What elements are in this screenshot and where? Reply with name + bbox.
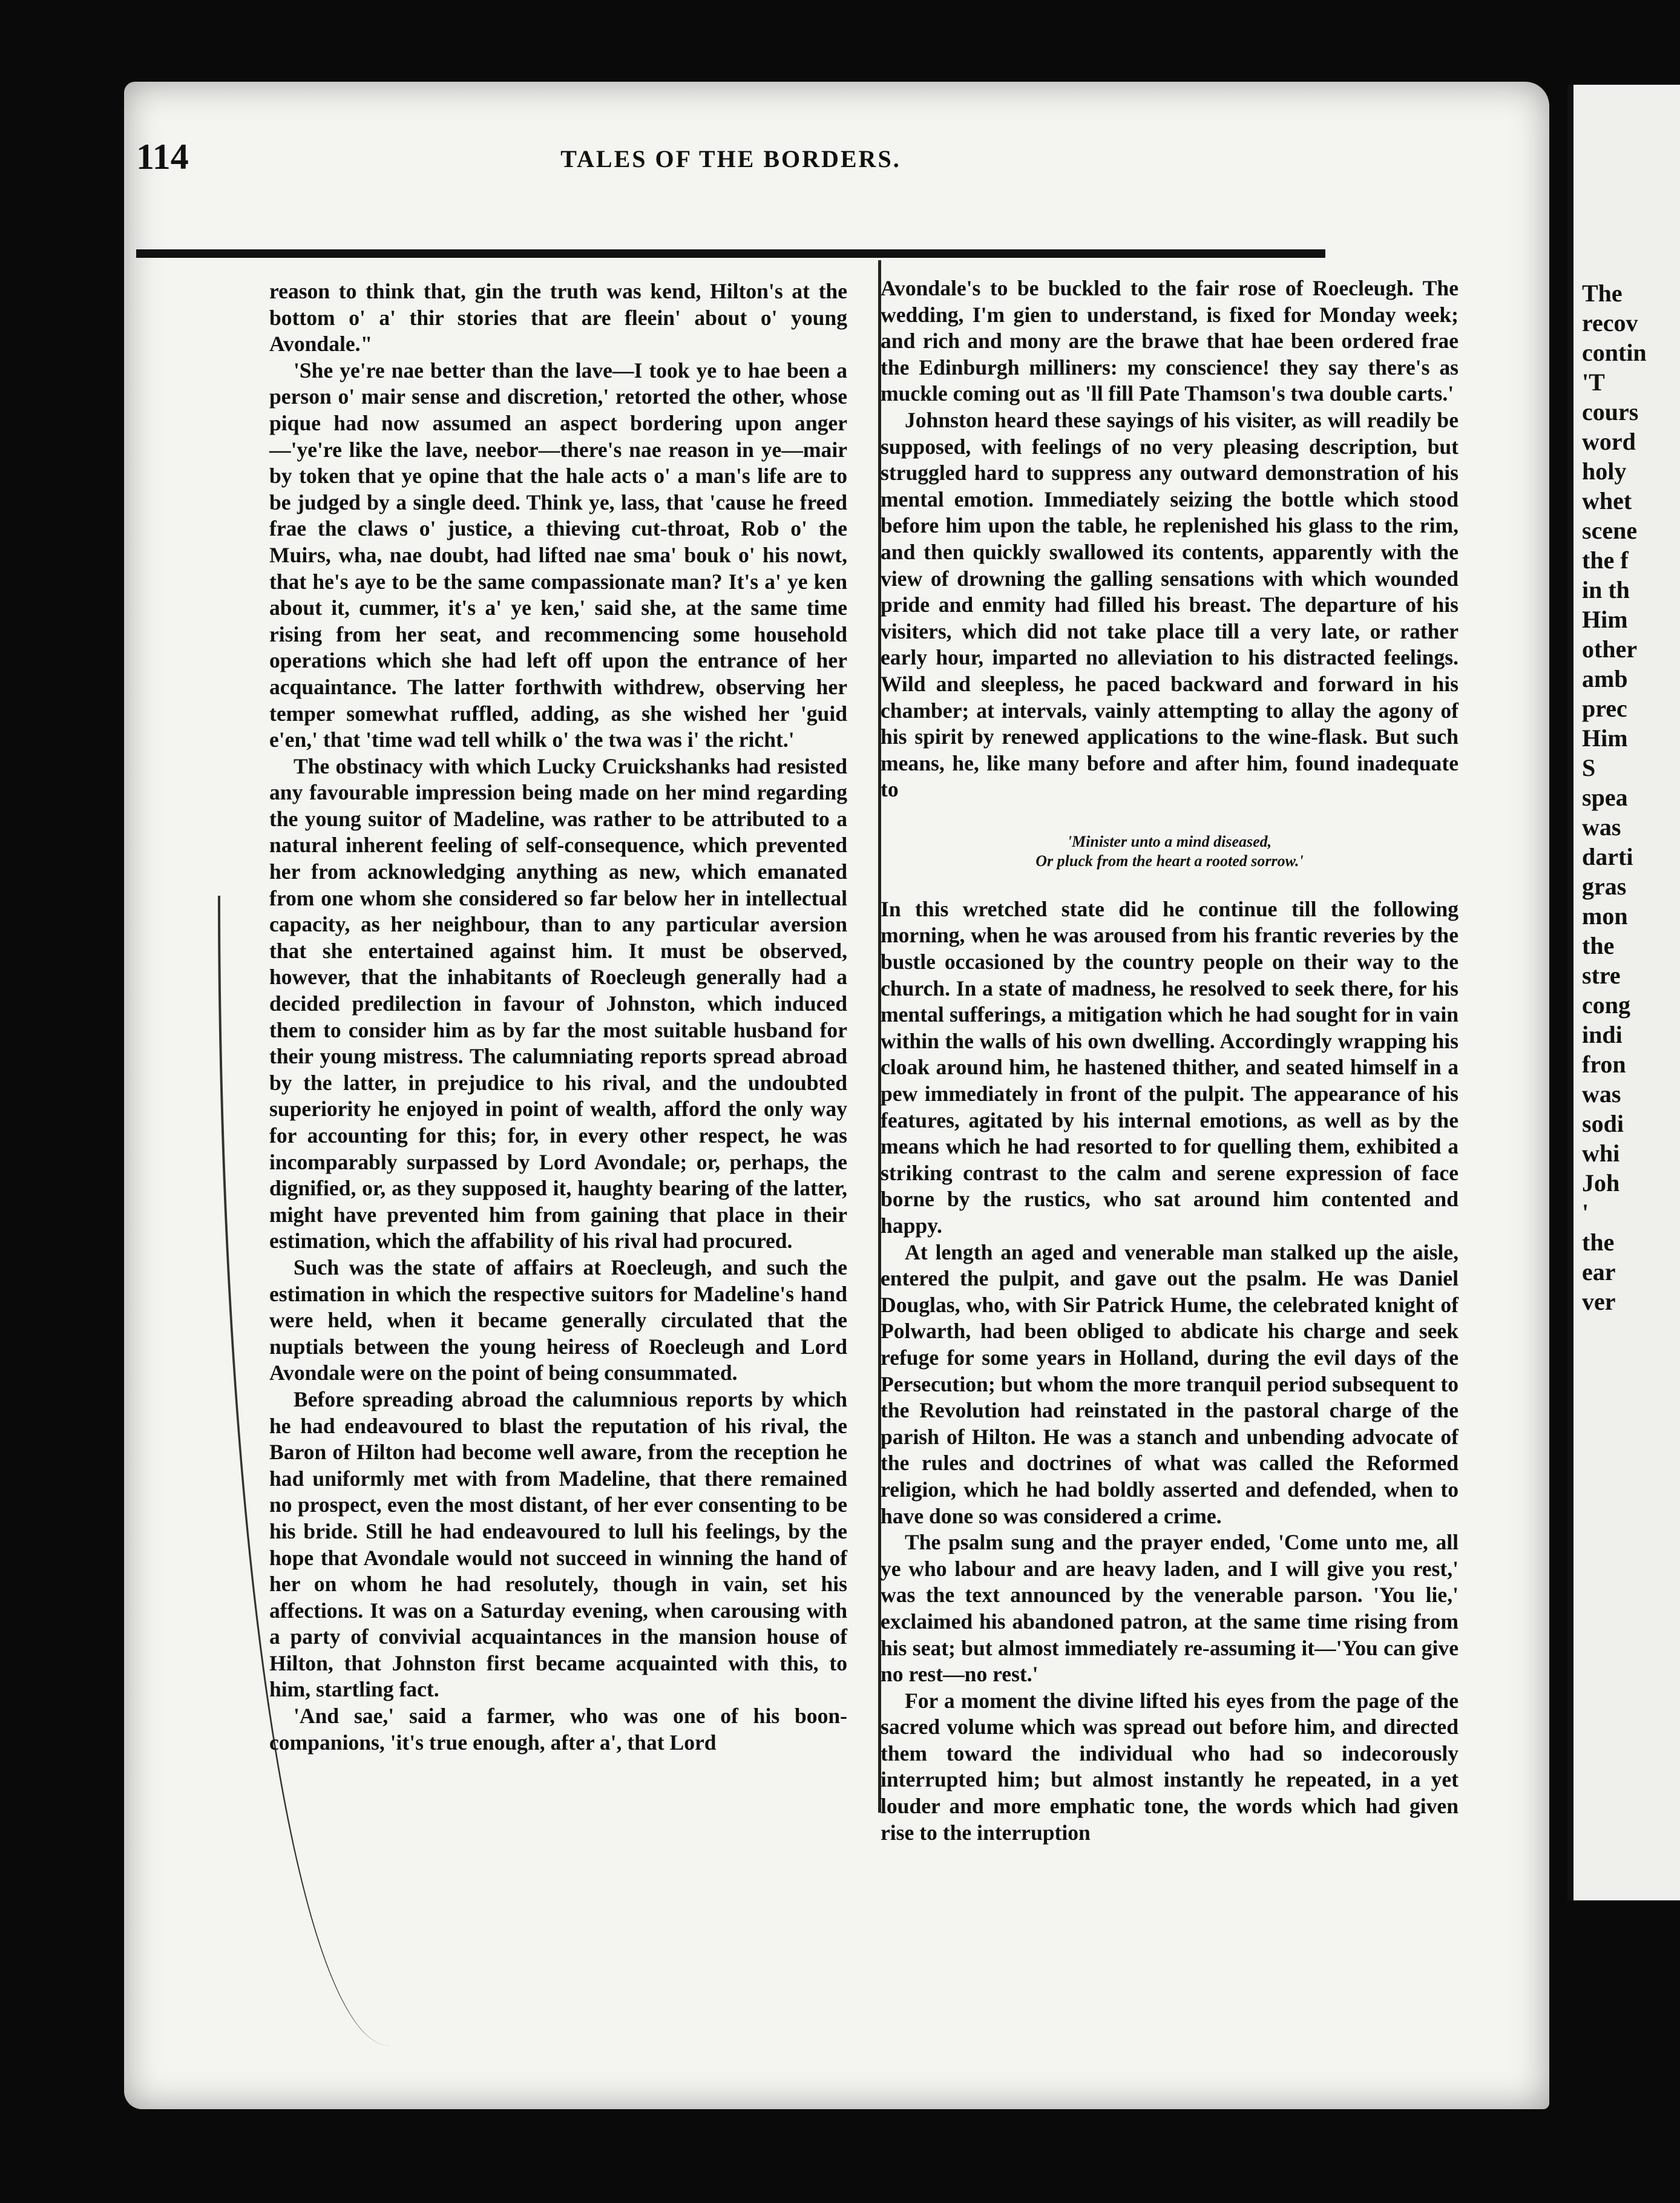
paragraph: 'And sae,' said a farmer, who was one of his boon-companions, 'it's true enough, after a', that Lord xyxy=(269,1704,847,1755)
page-header xyxy=(136,136,1325,191)
adjacent-page-fragment: darti xyxy=(1582,843,1633,870)
adjacent-page-fragment: holy xyxy=(1582,458,1627,485)
adjacent-page-fragment: The xyxy=(1582,280,1623,307)
adjacent-page-fragment: fron xyxy=(1582,1051,1626,1078)
paragraph: At length an aged and venerable man stalked up the aisle, entered the pulpit, and gave out the psalm. He was Daniel Douglas, who, with Sir Patrick Hume, the celebrated knight of Polwarth, had been obliged to abdicate his charge and seek refuge for some years in Holland, during the evil days of the Persecution; but whom the more tranquil period subsequent to the Revolution had reinstated in the pastoral charge of the parish of Hilton. He was a stanch and unbending advocate of the rules and doctrines of what was called the Reformed religion, which he had boldly asserted and defended, when to have done so was considered a crime. xyxy=(881,1239,1459,1528)
adjacent-page-fragment: ' xyxy=(1582,1199,1589,1226)
adjacent-page-fragment: cours xyxy=(1582,398,1639,425)
adjacent-page-fragment: contin xyxy=(1582,339,1647,366)
paragraph: In this wretched state did he continue till the following morning, when he was aroused from his frantic reveries by the bustle occasioned by the country people on their way to the church. In a state of madness, he resolved to seek there, for his mental sufferings, a mitigation which he had sought for in vain within the walls of his own dwelling. Accordingly wrapping his cloak around him, he hastened thither, and seated himself in a pew immediately in front of the pulpit. The appearance of his features, agitated by his internal emotions, as well as by the means which he had resorted to for quelling them, exhibited a striking contrast to the calm and serene expression of face borne by the rustics, who sat around him contented and happy. xyxy=(881,896,1459,1238)
adjacent-page-fragment: mon xyxy=(1582,902,1628,930)
right-column xyxy=(881,275,1459,1845)
paragraph: For a moment the divine lifted his eyes from the page of the sacred volume which was spread out before him, and directed them toward the individual who had so indecorously interrupted him; but almost instantly he repeated, in a yet louder and more emphatic tone, the words which had given rise to the interruption xyxy=(881,1688,1459,1845)
adjacent-page-fragment: whet xyxy=(1582,487,1632,514)
adjacent-page-fragment: ear xyxy=(1582,1258,1616,1285)
paragraph: 'She ye're nae better than the lave—I took ye to hae been a person o' mair sense and discretion,' retorted the other, whose pique had now assumed an aspect bordering upon anger—'ye're like the lave, neebor—there's nae reason in ye—mair by token that ye opine that the hale acts o' a man's life are to be judged by a single deed. Think ye, lass, that 'cause he freed frae the claws o' justice, a thieving cut-throat, Rob o' the Muirs, wha, nae doubt, had lifted nae sma' bouk o' his nowt, that he's aye to be the same compassionate man? It's a' ye ken about it, cummer, it's a' ye ken,' said she, at the same time rising from her seat, and recommencing some household operations which she had left off upon the entrance of her acquaintance. The latter forthwith withdrew, observing her temper somewhat ruffled, adding, as she wished her 'guid e'en,' that 'time wad tell whilk o' the twa was i' the richt.' xyxy=(269,358,847,752)
adjacent-page-fragment: was xyxy=(1582,1080,1621,1108)
adjacent-page-fragment: Him xyxy=(1582,606,1628,633)
running-title: TALES OF THE BORDERS. xyxy=(560,145,901,172)
adjacent-page-fragment: Joh xyxy=(1582,1169,1620,1197)
adjacent-page-fragment: whi xyxy=(1582,1140,1620,1167)
adjacent-page-fragment: other xyxy=(1582,635,1638,663)
adjacent-page-fragment: the f xyxy=(1582,547,1629,574)
verse-quotation xyxy=(881,832,1459,871)
adjacent-page-fragment: indi xyxy=(1582,1021,1623,1048)
adjacent-page-fragment: prec xyxy=(1582,695,1627,722)
paragraph: Johnston heard these sayings of his visiter, as will readily be supposed, with feelings of no very pleasing description, but struggled hard to suppress any outward demonstration of his mental emotion. Immediately seizing the bottle which stood before him upon the table, he replenished his glass to the rim, and then quickly swallowed its contents, apparently with the view of drowning the galling sensations with which wounded pride and enmity had filled his breast. The departure of his visiters, which did not take place till a very late, or rather early hour, imparted no alleviation to his distracted feelings. Wild and sleepless, he paced backward and forward in his chamber; at intervals, vainly attempting to allay the agony of his spirit by renewed applications to the wine-flask. But such means, he, like many before and after him, found inadequate to xyxy=(881,407,1459,802)
adjacent-page-fragment: ver xyxy=(1582,1288,1616,1315)
adjacent-page-fragment: the xyxy=(1582,932,1615,959)
page-number: 114 xyxy=(136,137,189,177)
adjacent-page-fragment: sodi xyxy=(1582,1110,1624,1137)
adjacent-page-fragment: gras xyxy=(1582,873,1627,900)
adjacent-page-fragment: S xyxy=(1582,754,1596,781)
adjacent-page-fragment: was xyxy=(1582,813,1621,841)
adjacent-page-edge xyxy=(1567,85,1680,1900)
paragraph: Before spreading abroad the calumnious reports by which he had endeavoured to blast the reputation of his rival, the Baron of Hilton had become well aware, from the reception he had uniformly met with from Madeline, that there remained no prospect, even the most distant, of her ever consenting to be his bride. Still he had endeavoured to lull his feelings, by the hope that Avondale would not succeed in winning the hand of her on whom he had resolutely, though in vain, set his affections. It was on a Saturday evening, when carousing with a party of convivial acquaintances in the mansion house of Hilton, that Johnston first became acquainted with this, to him, startling fact. xyxy=(269,1387,847,1702)
adjacent-page-fragment: cong xyxy=(1582,991,1630,1019)
paragraph: The psalm sung and the prayer ended, 'Come unto me, all ye who labour and are heavy laden, and I will give you rest,' was the text announced by the venerable parson. 'You lie,' exclaimed his abandoned patron, at the same time rising from his seat; but almost immediately re-assuming it—'You can give no rest—no rest.' xyxy=(881,1530,1459,1687)
paragraph: Such was the state of affairs at Roecleugh, and such the estimation in which the respective suitors for Madeline's hand were held, when it became generally circulated that the nuptials between the young heiress of Roecleugh and Lord Avondale were on the point of being consummated. xyxy=(269,1255,847,1385)
adjacent-page-fragment: spea xyxy=(1582,784,1628,811)
adjacent-page-fragment: 'T xyxy=(1582,369,1605,396)
quote-line: 'Minister unto a mind diseased, xyxy=(1067,832,1272,850)
paragraph: reason to think that, gin the truth was kend, Hilton's at the bottom o' a' thir stories that are fleein' about o' young Avondale." xyxy=(269,279,847,356)
adjacent-page-fragment: the xyxy=(1582,1229,1615,1256)
adjacent-page-fragment: recov xyxy=(1582,309,1638,337)
adjacent-page-fragment: word xyxy=(1582,428,1636,455)
adjacent-page-fragment: scene xyxy=(1582,517,1638,544)
paragraph: Avondale's to be buckled to the fair rose of Roecleugh. The wedding, I'm gien to understand, is fixed for Monday week; and rich and mony are the brawe that hae been ordered frae the Edinburgh milliners: my conscience! they say there's as muckle coming out as 'll fill Pate Thamson's twa double carts.' xyxy=(881,276,1459,406)
adjacent-page-fragment: Him xyxy=(1582,724,1628,752)
paragraph: The obstinacy with which Lucky Cruickshanks had resisted any favourable impression being made on her mind regarding the young suitor of Madeline, was rather to be attributed to a natural inherent feeling of self-consequence, which prevented her from acknowledging anything as new, which emanated from one whom she considered so far below her in intellectual capacity, as her neighbour, than to any particular aversion that she entertained against him. It must be observed, however, that the inhabitants of Roecleugh generally had a decided predilection in favour of Johnston, which induced them to consider him as by far the most suitable husband for their young mistress. The calumniating reports spread abroad by the latter, in prejudice to his rival, and the undoubted superiority he enjoyed in point of wealth, afford the only way for accounting for this; for, in every other respect, he was incomparably surpassed by Lord Avondale; or, perhaps, the dignified, or, as they supposed it, haughty bearing of the latter, might have prevented him from gaining that place in their estimation, which the affability of his rival had procured. xyxy=(269,753,847,1253)
left-column xyxy=(269,278,847,1816)
adjacent-page-fragment: stre xyxy=(1582,962,1621,989)
adjacent-page-fragment: in th xyxy=(1582,576,1630,603)
adjacent-page-fragment: amb xyxy=(1582,665,1628,692)
quote-line: Or pluck from the heart a rooted sorrow.' xyxy=(1035,852,1304,870)
header-rule xyxy=(136,249,1325,258)
